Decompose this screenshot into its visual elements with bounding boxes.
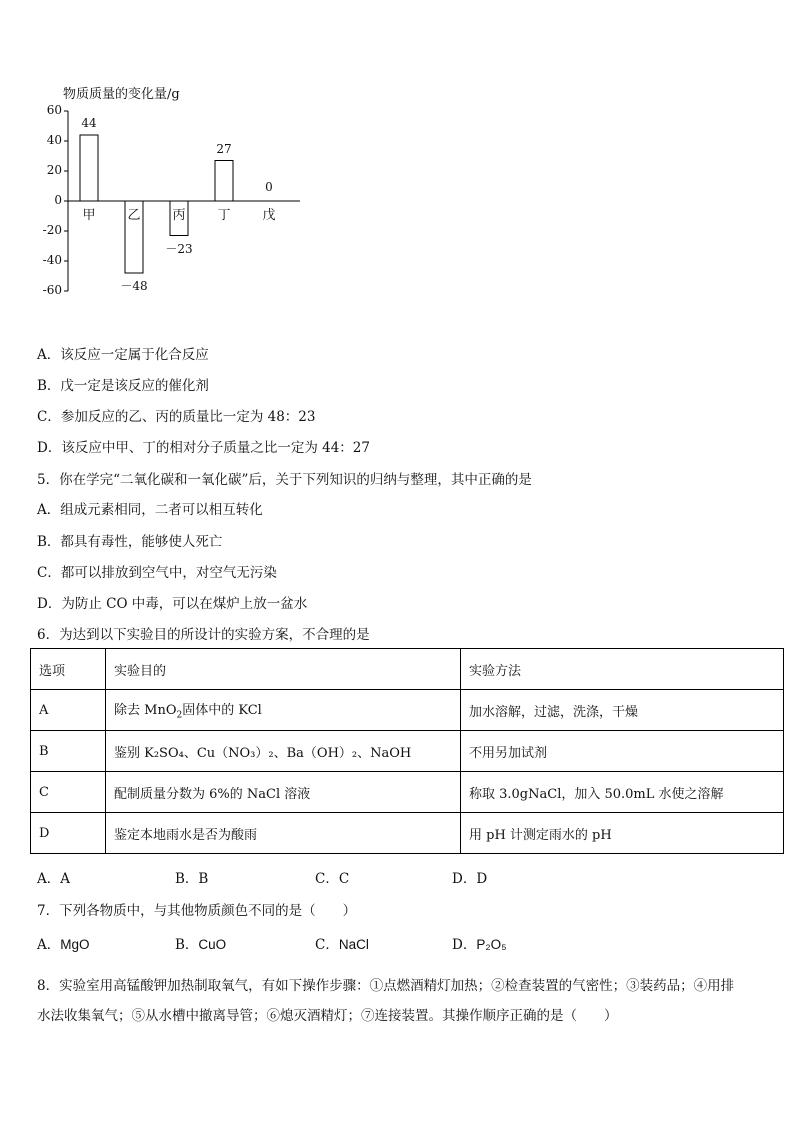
q6-answer-b: B．B [175, 871, 209, 887]
q7-option-c [315, 933, 369, 953]
q7-option-d-prefix: D． [452, 937, 477, 953]
mass-change-chart [30, 80, 320, 305]
row-goal: 鉴定本地雨水是否为酸雨 [106, 813, 461, 854]
y-tick-label: -40 [42, 253, 62, 267]
header-goal: 实验目的 [106, 649, 461, 690]
table-row [31, 813, 784, 854]
q5-option-a: A．组成元素相同，二者可以相互转化 [37, 502, 263, 518]
data-label: 0 [265, 180, 273, 194]
q7-option-d [452, 933, 507, 953]
q7-option-a-formula: MgO [60, 937, 90, 952]
q8-line-1: 8．实验室用高锰酸钾加热制取氧气，有如下操作步骤：①点燃酒精灯加热；②检查装置的气密性；③装药品；④用排 [37, 978, 735, 994]
q7-option-b-prefix: B． [175, 937, 199, 953]
q5-stem: 5．你在学完“二氧化碳和一氧化碳”后，关于下列知识的归纳与整理，其中正确的是 [37, 472, 532, 488]
bar-3 [215, 161, 233, 202]
row-method: 加水溶解，过滤，洗涤，干燥 [461, 690, 784, 731]
row-goal [106, 690, 461, 731]
table-row [31, 731, 784, 772]
category-label: 乙 [127, 208, 141, 223]
q4-option-b: B．戊一定是该反应的催化剂 [37, 378, 209, 394]
data-label: 44 [81, 116, 97, 130]
category-label: 甲 [82, 208, 96, 223]
q6-answer-c: C．C [315, 871, 350, 887]
header-method: 实验方法 [461, 649, 784, 690]
y-tick-label: -20 [42, 223, 62, 237]
row-option: D [31, 813, 106, 854]
y-tick-label: -60 [42, 283, 62, 297]
table-row [31, 690, 784, 731]
data-label: －23 [165, 241, 193, 256]
q7-option-c-prefix: C． [315, 937, 339, 953]
row-option: A [31, 690, 106, 731]
row-goal: 配制质量分数为 6%的 NaCl 溶液 [106, 772, 461, 813]
q6-answer-d: D．D [452, 871, 488, 887]
row-method: 用 pH 计测定雨水的 pH [461, 813, 784, 854]
y-tick-label: 20 [46, 163, 62, 177]
q5-option-b: B．都具有毒性，能够使人死亡 [37, 534, 223, 550]
q7-option-d-formula: P₂O₅ [476, 937, 507, 952]
category-label: 丙 [172, 208, 186, 223]
row-option: B [31, 731, 106, 772]
q7-option-c-formula: NaCl [338, 937, 369, 952]
experiment-table [30, 648, 784, 854]
goal-text-a: 除去 MnO [114, 703, 177, 719]
category-label: 戊 [262, 208, 276, 223]
chart-title: 物质质量的变化量/g [63, 87, 180, 102]
header-option: 选项 [31, 649, 106, 690]
q5-option-c: C．都可以排放到空气中，对空气无污染 [37, 565, 277, 581]
q5-option-d: D．为防止 CO 中毒，可以在煤炉上放一盆水 [37, 596, 308, 612]
table-header-row [31, 649, 784, 690]
q4-option-c: C．参加反应的乙、丙的质量比一定为 48：23 [37, 409, 316, 425]
row-method: 不用另加试剂 [461, 731, 784, 772]
q6-stem: 6．为达到以下实验目的所设计的实验方案，不合理的是 [37, 627, 370, 643]
y-tick-label: 60 [46, 103, 62, 117]
y-tick-label: 40 [46, 133, 62, 147]
q7-stem: 7．下列各物质中，与其他物质颜色不同的是（ ） [37, 903, 357, 919]
data-label: 27 [216, 141, 232, 156]
row-goal: 鉴别 K₂SO₄、Cu（NO₃）₂、Ba（OH）₂、NaOH [106, 731, 461, 772]
q8-line-2: 水法收集氧气；⑤从水槽中撤离导管；⑥熄灭酒精灯；⑦连接装置。其操作顺序正确的是（ ） [37, 1008, 618, 1024]
row-method: 称取 3.0gNaCl，加入 50.0mL 水使之溶解 [461, 772, 784, 813]
q7-option-a [37, 933, 90, 953]
q6-answer-a: A．A [37, 871, 70, 887]
bar-0 [80, 135, 98, 201]
goal-subscript: 2 [176, 710, 183, 721]
category-label: 丁 [217, 208, 231, 223]
q4-option-d: D．该反应中甲、丁的相对分子质量之比一定为 44：27 [37, 440, 370, 456]
row-option: C [31, 772, 106, 813]
q7-option-b [175, 933, 226, 953]
q4-option-a: A．该反应一定属于化合反应 [37, 347, 209, 363]
table-row [31, 772, 784, 813]
q7-option-a-prefix: A． [37, 937, 61, 953]
y-tick-label: 0 [54, 193, 62, 207]
q7-option-b-formula: CuO [198, 937, 227, 952]
goal-text-b: 固体中的 KCl [182, 703, 262, 719]
data-label: －48 [120, 279, 148, 293]
